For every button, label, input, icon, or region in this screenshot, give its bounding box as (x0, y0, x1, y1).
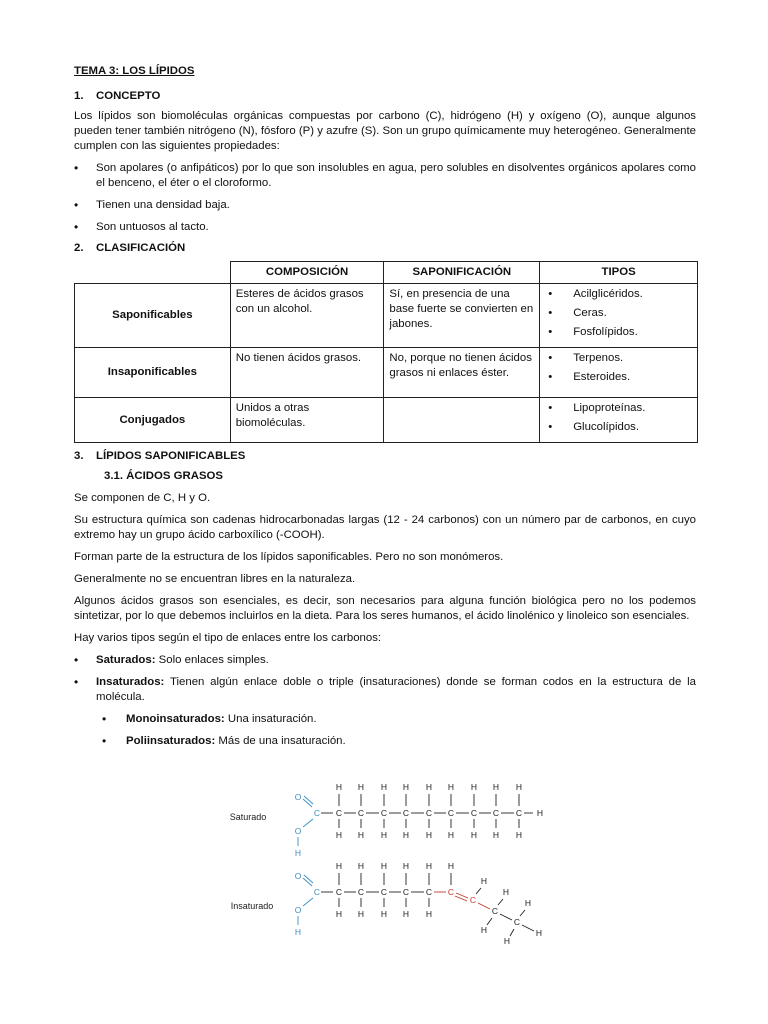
section-3-heading (74, 450, 696, 462)
list-item: • Glucolípidos. (545, 420, 692, 435)
hydrogen-atom: H (335, 830, 343, 840)
hydrogen-atom: H (357, 782, 365, 792)
table-cell (540, 398, 698, 443)
table-header-cell: SAPONIFICACIÓN (384, 262, 540, 284)
hydrogen-atom: H (357, 909, 365, 919)
carbon-atom: C (469, 895, 477, 905)
row-header: Saponificables (75, 284, 231, 348)
carbon-atom: C (313, 808, 321, 818)
list-item: • Lipoproteínas. (545, 401, 692, 416)
hydrogen-atom: H (357, 830, 365, 840)
types-list (545, 351, 692, 385)
paragraph: Hay varios tipos según el tipo de enlaces entre los carbonos: (74, 632, 382, 644)
carbon-atom: C (380, 808, 388, 818)
section-title: CONCEPTO (96, 90, 161, 102)
carbon-atom: C (357, 887, 365, 897)
bond-line (510, 929, 514, 936)
row-header: Conjugados (75, 398, 231, 443)
hydrogen-atom: H (380, 830, 388, 840)
list-item: • Son apolares (o anfipáticos) por lo que son insolubles en agua, pero solubles en disolventes orgánicos apolares como el benceno, el éter o el cloroformo. (74, 161, 696, 191)
table-cell (540, 284, 698, 348)
row-header: Insaponificables (75, 348, 231, 398)
carbon-atom: C (402, 808, 410, 818)
paragraph: Generalmente no se encuentran libres en la naturaleza. (74, 573, 356, 585)
fatty-acid-types-list (74, 653, 696, 749)
carbon-atom: C (425, 808, 433, 818)
properties-list (74, 161, 696, 235)
term-text: Solo enlaces simples. (155, 654, 269, 666)
doc-title: TEMA 3: LOS LÍPIDOS (74, 65, 195, 77)
types-list (545, 401, 692, 435)
bond-line (522, 925, 534, 931)
term-label: Monoinsaturados: (126, 713, 225, 725)
list-item: • Acilglicéridos. (545, 287, 692, 302)
carbon-atom: C (515, 808, 523, 818)
paragraph: Forman parte de la estructura de los lípidos saponificables. Pero no son monómeros. (74, 551, 504, 563)
carbon-atom: C (447, 887, 455, 897)
table-header-row (75, 262, 698, 284)
hydrogen-atom: H (503, 936, 511, 946)
hydrogen-atom: H (335, 861, 343, 871)
table-cell: No tienen ácidos grasos. (230, 348, 384, 398)
hydrogen-atom: H (524, 898, 532, 908)
unsaturated-molecule (231, 861, 542, 946)
list-item: • Fosfolípidos. (545, 325, 692, 340)
hydrogen-atom: H (480, 925, 488, 935)
double-bond-line (303, 878, 312, 886)
concept-paragraph: Los lípidos son biomoléculas orgánicas compuestas por carbono (C), hidrógeno (H) y oxígeno (O), aunque algunos pueden tener también nitrógeno (N), fósforo (P) y azufre (S). Son un grupo químicamente muy heterogéneo. Generalmente cumplen con las siguientes propiedades: (74, 110, 696, 152)
section-title: CLASIFICACIÓN (96, 242, 186, 254)
section-title: LÍPIDOS SAPONIFICABLES (96, 450, 246, 462)
oxygen-atom: O (294, 905, 302, 915)
double-bond-line (304, 875, 313, 883)
document-page (74, 64, 696, 756)
carbon-atom: C (357, 808, 365, 818)
list-item (74, 675, 696, 705)
table-header-cell: TIPOS (540, 262, 698, 284)
list-item: • Esteroides. (545, 370, 692, 385)
hydrogen-atom: H (447, 782, 455, 792)
double-bond-line (304, 796, 313, 804)
bond-line (303, 898, 313, 906)
list-item (74, 712, 696, 727)
hydrogen-atom: H (492, 830, 500, 840)
term-label: Saturados: (96, 654, 156, 666)
carbon-atom: C (335, 808, 343, 818)
carbon-atom: C (492, 808, 500, 818)
table-corner-cell (75, 262, 231, 284)
carbon-atom: C (402, 887, 410, 897)
hydrogen-atom: H (447, 830, 455, 840)
table-header-cell: COMPOSICIÓN (230, 262, 384, 284)
table-cell: Esteres de ácidos grasos con un alcohol. (230, 284, 384, 348)
list-item: • Ceras. (545, 306, 692, 321)
carbon-atom: C (313, 887, 321, 897)
carbon-atom: C (425, 887, 433, 897)
list-item (74, 734, 696, 749)
bond-line (476, 888, 481, 894)
hydrogen-atom: H (480, 876, 488, 886)
double-bond-line (303, 799, 312, 807)
table-cell: Unidos a otras biomoléculas. (230, 398, 384, 443)
section-number: 1. (74, 90, 84, 102)
hydrogen-atom: H (294, 848, 302, 858)
list-item: • Son untuosos al tacto. (74, 220, 696, 235)
hydrogen-atom: H (515, 830, 523, 840)
carbon-atom: C (447, 808, 455, 818)
hydrogen-atom: H (380, 782, 388, 792)
hydrogen-atom: H (502, 887, 510, 897)
saturated-label: Saturado (229, 812, 267, 822)
bond-line (303, 819, 313, 827)
hydrogen-atom: H (470, 782, 478, 792)
hydrogen-atom: H (402, 782, 410, 792)
hydrogen-atom: H (425, 782, 433, 792)
carbon-atom: C (513, 917, 521, 927)
table-cell (540, 348, 698, 398)
bond-line (520, 910, 525, 916)
table-row (75, 284, 698, 348)
term-text: Una insaturación. (224, 713, 317, 725)
term-text: Tienen algún enlace doble o triple (insaturaciones) donde se forman codos en la estructura de la molécula. (96, 676, 696, 703)
table-row (75, 348, 698, 398)
fatty-acid-structure-diagram (222, 782, 562, 947)
table-cell (384, 398, 540, 443)
paragraph: Se componen de C, H y O. (74, 492, 211, 504)
hydrogen-atom: H (335, 909, 343, 919)
oxygen-atom: O (294, 871, 302, 881)
hydrogen-atom: H (402, 861, 410, 871)
section-2-heading (74, 242, 696, 254)
carbon-atom: C (335, 887, 343, 897)
carbon-atom: C (380, 887, 388, 897)
term-text: Más de una insaturación. (215, 735, 346, 747)
paragraph: Su estructura química son cadenas hidrocarbonadas largas (12 - 24 carbonos) con un número par de carbonos, en cuyo extremo hay un grupo ácido carboxílico (-COOH). (74, 514, 696, 541)
hydrogen-atom: H (447, 861, 455, 871)
bond-line (478, 903, 490, 909)
oxygen-atom: O (294, 826, 302, 836)
types-list (545, 287, 692, 340)
carbon-atom: C (470, 808, 478, 818)
table-row (75, 398, 698, 443)
section-number: 2. (74, 242, 84, 254)
hydrogen-atom: H (380, 861, 388, 871)
subsection-title: 3.1. ÁCIDOS GRASOS (104, 470, 223, 482)
list-item: • Terpenos. (545, 351, 692, 366)
carbon-atom: C (491, 906, 499, 916)
hydrogen-atom: H (425, 861, 433, 871)
hydrogen-atom: H (536, 808, 544, 818)
hydrogen-atom: H (380, 909, 388, 919)
hydrogen-atom: H (402, 909, 410, 919)
bond-line (498, 899, 503, 905)
section-number: 3. (74, 450, 84, 462)
list-item (74, 653, 696, 668)
hydrogen-atom: H (402, 830, 410, 840)
hydrogen-atom: H (335, 782, 343, 792)
bond-line (487, 918, 492, 925)
hydrogen-atom: H (425, 909, 433, 919)
bond-line (500, 914, 512, 920)
hydrogen-atom: H (515, 782, 523, 792)
classification-table (74, 261, 698, 443)
saturated-molecule (230, 782, 543, 858)
table-cell: No, porque no tienen ácidos grasos ni enlaces éster. (384, 348, 540, 398)
term-label: Insaturados: (96, 676, 165, 688)
hydrogen-atom: H (470, 830, 478, 840)
hydrogen-atom: H (294, 927, 302, 937)
hydrogen-atom: H (357, 861, 365, 871)
hydrogen-atom: H (425, 830, 433, 840)
hydrogen-atom: H (492, 782, 500, 792)
oxygen-atom: O (294, 792, 302, 802)
table-cell: Sí, en presencia de una base fuerte se convierten en jabones. (384, 284, 540, 348)
unsaturated-label: Insaturado (230, 901, 274, 911)
hydrogen-atom: H (535, 928, 543, 938)
list-item: • Tienen una densidad baja. (74, 198, 696, 213)
term-label: Poliinsaturados: (126, 735, 216, 747)
paragraph: Algunos ácidos grasos son esenciales, es decir, son necesarios para alguna función biológica pero no los podemos sintetizar, por lo que debemos incluirlos en la dieta. Para los seres humanos, el ácido linolénico y linoleico son esenciales. (74, 595, 696, 622)
section-1-heading (74, 90, 696, 102)
